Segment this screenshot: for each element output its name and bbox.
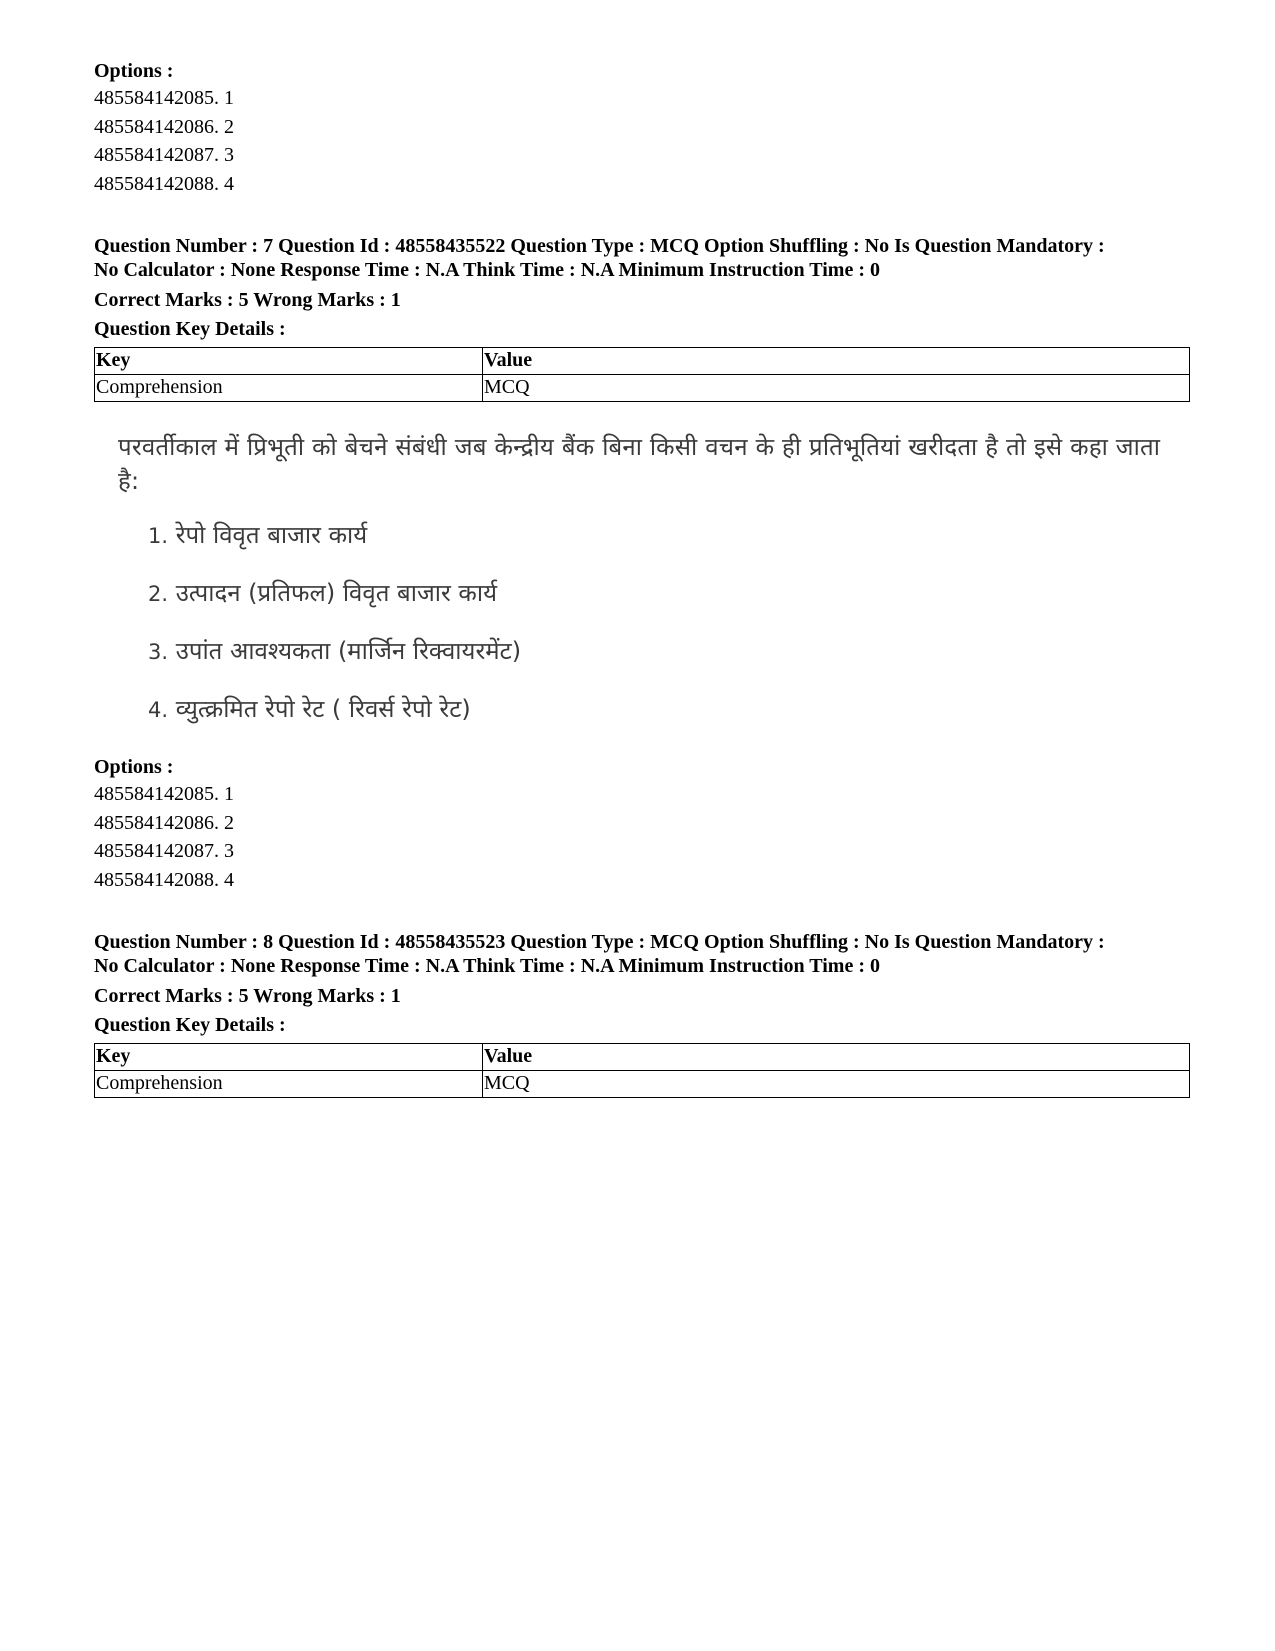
table-header-key: Key: [95, 348, 483, 375]
table-header-row: [95, 1044, 1190, 1071]
question-header-line2: No Calculator : None Response Time : N.A Think Time : N.A Minimum Instruction Time : 0: [94, 258, 880, 281]
table-row: [95, 375, 1190, 402]
document-page: [94, 58, 1184, 1098]
question-header-line1: Question Number : 7 Question Id : 48558435522 Question Type : MCQ Option Shuffling : No Is Question Mandatory :: [94, 235, 1105, 257]
table-row: [95, 1071, 1190, 1098]
option-item: 485584142085. 1: [94, 87, 234, 109]
marks-line: Correct Marks : 5 Wrong Marks : 1: [94, 985, 401, 1007]
choice-item: [148, 576, 1188, 634]
choice-text: उपांत आवश्यकता (मार्जिन रिक्वायरमेंट): [175, 637, 522, 665]
key-details-label: Question Key Details :: [94, 318, 286, 340]
table-header-value: Value: [483, 348, 1190, 375]
marks-line: Correct Marks : 5 Wrong Marks : 1: [94, 289, 401, 311]
key-details-table: [94, 1043, 1190, 1098]
choice-text: व्युत्क्रमित रेपो रेट ( रिवर्स रेपो रेट): [175, 695, 471, 723]
question-image: [118, 430, 1188, 740]
choice-number: 1.: [148, 524, 169, 548]
table-cell-value: MCQ: [483, 1071, 1190, 1098]
option-item: 485584142087. 3: [94, 840, 234, 862]
option-item: 485584142087. 3: [94, 144, 234, 166]
question-header-line1: Question Number : 8 Question Id : 48558435523 Question Type : MCQ Option Shuffling : No Is Question Mandatory :: [94, 931, 1105, 953]
question-choices: [148, 518, 1188, 750]
key-details-table: [94, 347, 1190, 402]
options-label: Options :: [94, 756, 174, 778]
option-item: 485584142088. 4: [94, 868, 234, 891]
choice-number: 4.: [148, 698, 169, 722]
question-text: परवर्तीकाल में प्रिभूती को बेचने संबंधी जब केन्द्रीय बैंक बिना किसी वचन के ही प्रतिभूतियां खरीदता है तो इसे कहा जाता है:: [118, 433, 1161, 495]
choice-text: उत्पादन (प्रतिफल) विवृत बाजार कार्य: [175, 579, 497, 607]
table-header-row: [95, 348, 1190, 375]
key-details-label: Question Key Details :: [94, 1014, 286, 1036]
table-header-key: Key: [95, 1044, 483, 1071]
choice-text: रेपो विवृत बाजार कार्य: [175, 521, 368, 549]
question-8-block: [94, 931, 1184, 1098]
option-item: 485584142086. 2: [94, 115, 234, 138]
choice-number: 2.: [148, 582, 169, 606]
option-item: 485584142085. 1: [94, 783, 234, 805]
choice-number: 3.: [148, 640, 169, 664]
question-header-line2: No Calculator : None Response Time : N.A Think Time : N.A Minimum Instruction Time : 0: [94, 954, 880, 977]
table-cell-key: Comprehension: [95, 1071, 483, 1098]
question-7-block: [94, 235, 1184, 894]
option-item: 485584142086. 2: [94, 811, 234, 834]
options-label: Options :: [94, 60, 174, 82]
choice-item: [148, 634, 1188, 692]
top-options-block: [94, 58, 1184, 198]
question-7-options: [94, 754, 1184, 894]
table-cell-key: Comprehension: [95, 375, 483, 402]
choice-item: [148, 518, 1188, 576]
option-item: 485584142088. 4: [94, 172, 234, 195]
table-cell-value: MCQ: [483, 375, 1190, 402]
table-header-value: Value: [483, 1044, 1190, 1071]
choice-item: [148, 692, 1188, 750]
